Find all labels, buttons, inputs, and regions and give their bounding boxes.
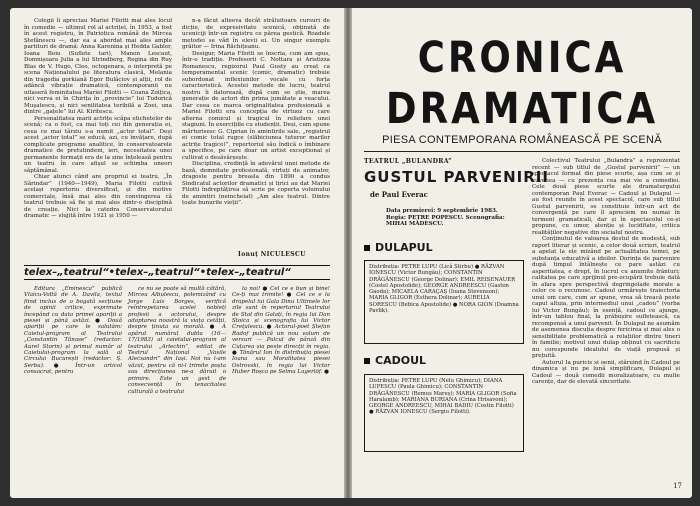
paragraph: Colegii îi apreciau Mariei Filotti mai ales locul în comedie — ultimul rol al actriței, în 1953, a fost în acest registru, în Patriotica română de Mircea Ștefănescu —, dar ea a abordat mai ales ample partituri de dramă: Anna Karenina și Hedda Gabler, Ioana Boiu (Suflete tari), Manon Lescaut, Domnișoara Julia a lui Strindberg, Regina din Ruy Blas de V. Hugo, Cleo, octogenara, o interpretă pe scena Naționalului pe literatura clasică, Melania din tragedia gorkiană Egor Bulâciov și alții, rol de adâncă vibrație dramatică, contemporanii nu uitaseră feminitatea Mariei Filotti — Coana Zoițica, nici verva ei în Chirița în „provincie” lui Tudorică Muşatescu, și nici senilitatea teribilă a Zoei, una dintre „gațele” lui Al. Kiritescu.	[24, 18, 172, 115]
paragraph: Autorul Ia puricis si oenii, stăruind în Cadoul pe dinamica și nu pe lună simplificare, Dulapul și Cadoul — două comedii moralizatoare, cu multe carențe, dar de elevată sinceritate.	[532, 359, 680, 385]
square-bullet-icon	[364, 245, 370, 251]
divider	[364, 151, 680, 152]
paragraph: Editura „Eminescu” publică Vlaicu-Voltă de A. Davila, textul fiind inclus de o bogată secțiune de opinii critice, exprimate începând cu data primei apariții a piesei și până astăzi. ● Două apariții pe care le salutăm: Caietul-program al Teatrului „Constantin Tănase” (redactor: Aurel Storin) și primul număr al Caietului-program la sală al Circului București (redactor: Ș. Serbu). ● Într-un articol consacrat, pentru	[24, 286, 122, 376]
section-title-line-1: CRONICA	[417, 32, 627, 83]
section-title-line-2: DRAMATICA	[385, 83, 659, 134]
page-number: 17	[673, 482, 682, 490]
section-subtitle: PIESA CONTEMPORANA ROMÂNEASCĂ PE SCENĂ	[382, 134, 662, 146]
news-column-3	[232, 286, 330, 376]
paragraph: n-a făcut alteeva decât străluitoare cursuri de dicție, de expresivitate scenică, obținută de uceniciji într-un registru ce părea gestică. Roadele metodei se văd în elevii ei. Un singur exemplu grăitor — Irina Răchițeanu.	[182, 18, 330, 50]
dulapul-heading	[364, 241, 433, 254]
review-column	[532, 158, 680, 386]
paragraph: Disciplina, credință în adevărul unei metode de bază, demnitate profesională, virtuți de animator, dragoste pentru breasla din 1890 a condus Sindicatul actorilor dramatici și lirici au dat Mariei Filotti îndreptățirea să scrie pe coperta volumului de amintiri (neincheiat) „Am ales teatrul. Dintre toate bunurile vieții”.	[182, 161, 330, 206]
cadoul-cast-box: Distribuția: PETRE LUPU (Nelu Ghimicu); DIANA LUPESCU (Paula Ghimicu); CONSTANTIN DRĂGĂNESCU (Remus Mareș); MARIA GLIGOR (Sofia Haralamb); MARIANA BURIANA (Crina Hrisavoni); GEORGE ANDREESCU, MIHAI BADIU (Costin Filotti) ● RĂZVAN IONESCU (Sergiu Filotti).	[364, 374, 524, 452]
paragraph: Colectivul Teatrului „Bulandra” a reprezentat recent — sub titlul de „Gustul parvenirii” — un spectacol format din piese scurte, așa cum se și cuvenea — cu prezența cea mai vie a comediei. Cele două piese scurte ale dramaturgului contemporan Paul Everac — Cadoul și Dulapul — au fost reunite în acest spectacol, care sub titlul Gustul parvenirii, se constituie într-un act de convergență pe care îl apreciem nu numai în termeni gramaticali, dar și în spectacolul ce-și propune, cu umor, atenție și luciditate, critica realităților negative din socialul nostru.	[532, 158, 680, 236]
news-column-2	[128, 286, 226, 395]
cadoul-heading	[364, 354, 426, 367]
left-column-2	[182, 18, 330, 207]
paragraph: ce nu se poate să multă câtără, Mircea Albulescu, polemizând cu Jorge Luis Borges, verifică reîntrepetarea acelei nobleți profesii a actorului, despre adaptarea noastră la viața cetății, despre ținuta sa morală. ● A apărut numărul dublu (16—17/1983) al caietului-program al teatrului „Arlechin”, editat de Teatrul Național „Vasile Alecsandri” din Iași. Noi nu l-am văzut, pentru că ni-l trimite poșta sau direcțiunea ne-a dăruit o primire. Este un gest de consecvență în tenacitatea culturală a teatrului	[128, 286, 226, 395]
premiere-info: Data premierei: 9 septembrie 1983. Regia: PETRE POPESCU. Scenografia: MIHAI MĂDESCU.	[386, 208, 505, 227]
paragraph: Conținutul de valoarea destul de modestă, sub raport literar și scenic, a celor două scrieri, teatrul a apelat la ele mizând pe actualitatea temei, pe substanța educativă a ideilor. Dorința de parvenire după timpul întâlnește ce pare astăzi cu asperitatea, e drept, în lucrul cu anumite frânturi; calitatea pe care sprijinul pre-ocupării trebuie dată în afara spre perspectivă degringolade morale a celor ce o recunosc. Cadoul urmărește traiectoria unui om care, cum ar spune, vrea să treacă peste capul altuia, prin intermediul unui „cadou” (vorba lui Victor Bungău); în esență, cadoul ce ajunge, într-un tablou final, la prăbușire sufletească, ca recompensă a unui parvenit. În Dulapul ne asumăm de asemenea discuția despre fericirea și mai ales o sensibilitate problematică a relațiilor dintre tineri în familie; motivul unui dulap obținut cu sacrificiu nu corespunde idealului de viață propusă și prețuită.	[532, 236, 680, 359]
square-bullet-icon	[364, 358, 370, 364]
paragraph: la noi! ● Cel ce e bun și bine! Ce-ți mai trimite! ● Cel ce e la drapelul lui Gala Dinu Ultimele lor zile sunt în repertoriul Teatrului de Stat din Galați, în regia lui Dan Stoica și scenografia lui Victor Crețulescu. ● Actorul-poet Ștefan Radof publică un nou volum de versuri — Palcul de pânză din Cuțarea șia peste direcții în regia. ● Tânărul Ion în distribuția piesei Ioana sau Moralitatea piesei Ostrovski, în regia lui Victor Huber Roșca pe Selma Lagerlöf. ●	[232, 286, 330, 376]
paragraph: Desigur, Maria Filotti se înscria, cum am spus, într-o tradiție. Profesorii C. Nottara și Aristizza Romanescu, regizorul Paul Gusty au creat ca temperamental scenic (comic, dramatic) trebuie subordonat inflexiunilor vocale cu forța caracteristică. Acestei metode de lucru, teatrul nostru îi datorează, după cum se știe, marea generație de actori din prima jumătate a veacului. Dar ceea ce marca originalitatea profesională a Mariei Filotti era concepția de virtuoz cu care alterna comicul și tragicul în reliefare unei stagiuni. În exercițiile cu studenții. Deși, cum spune mărturisesc G. Ciprian în amintirile sale, „registrul ei comic total rugce (slăbiciunea tuturor marilor actrițe tragice)”, repertoriul său îndică o îmbinare a specifice, pe care doar un artist exceptional și cultivat o desăvârșește.	[182, 50, 330, 161]
news-column-1	[24, 286, 122, 376]
play-author: de Paul Everac	[370, 190, 428, 199]
article-author: Ionuț NICULESCU	[238, 251, 306, 258]
play-title: GUSTUL PARVENIRII	[364, 168, 549, 186]
dulapul-cast-box: Distribuția: PETRE LUPU (Lică Știrbu) ● RĂZVAN IONESCU (Victor Bungău); CONSTANTIN DRĂGĂNESCU (George Dolinar); EMIL REISENAUER (Costel Apostolide); GEORGE ANDREESCU (Gaston Gaoda); MICAELA CARAÇAȘ (Ioana Stevenson); MARIA GLIGOR (Esthera Dolinar); AURELIA SORESCU (Bebica Apostolide) ● NORA GION (Doamna Pavlik).	[364, 260, 524, 344]
book-gutter	[344, 8, 352, 498]
paragraph: Personalitatea marii actrițe scăpa etichetelor de scenă; ca o fost, ca mai toți cei din generația ei, ceea ce mai târziu s-a numit „actor total”. Deși acest „actor total” se educă, azi, cu învățare, după complicate programe analitice, în conservatoarele dramatice de pretutindeni, ieri, necesitatea unei permanente formații era de la sine înțeleasă pentru un teatru în care afișul se schimba uneori săptămânal.	[24, 115, 172, 174]
telex-banner: telex–„teatrul“•telex–„teatrul“•telex–„teatrul“	[24, 265, 330, 280]
right-page	[352, 8, 692, 498]
cadoul-title: CADOUL	[375, 354, 427, 367]
left-column-1	[24, 18, 172, 220]
dulapul-title: DULAPUL	[375, 241, 433, 254]
theatre-name: TEATRUL „BULANDRA”	[364, 158, 452, 165]
paragraph: Chiar atunci când are propriul ei teatru, „În Sărindar” (1940—1949), Maria Filotti cultivă același repertoriu diversificat, și din motive comerciale, însă mai ales din convingerea că teatrul trebuie să fie și mai ales dintr-o disciplină de creație. Nici la catedra Conservatorului dramatic — slujită între 1921 și 1950 —	[24, 174, 172, 219]
left-page	[10, 8, 344, 498]
